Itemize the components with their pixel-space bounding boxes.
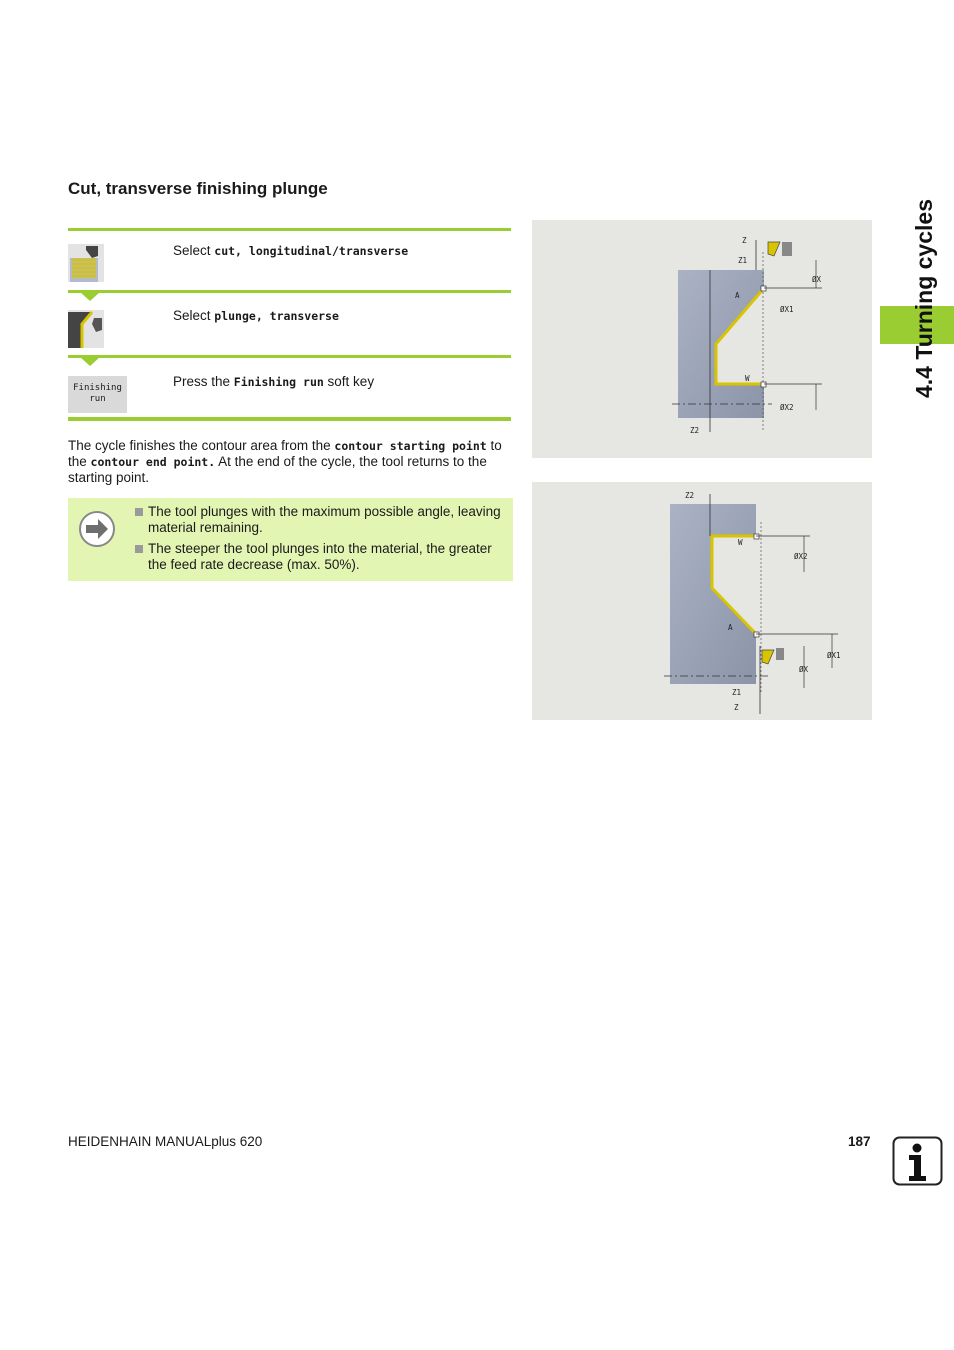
label-x2: ØX2 — [780, 403, 794, 412]
step-arrow-icon — [80, 357, 100, 366]
diagram-finishing-plunge-1 — [532, 220, 872, 458]
label-x: ØX — [812, 275, 822, 284]
diagram-finishing-plunge-2 — [532, 482, 872, 720]
step-divider — [68, 355, 511, 358]
label-a: A — [728, 623, 733, 632]
label-x: ØX — [799, 665, 809, 674]
step-divider — [68, 290, 511, 293]
step-arrow-icon — [80, 292, 100, 301]
section-title: Cut, transverse finishing plunge — [68, 179, 328, 198]
softkey-label-line2: run — [89, 394, 106, 404]
note-item: The tool plunges with the maximum possible angle, leaving material remaining. — [148, 504, 503, 536]
step-divider — [68, 228, 511, 231]
label-x1: ØX1 — [827, 651, 841, 660]
label-z: Z — [734, 703, 739, 712]
plunge-transverse-icon — [68, 310, 104, 348]
bullet-icon — [135, 545, 143, 553]
label-z1: Z1 — [738, 256, 748, 265]
label-x1: ØX1 — [780, 305, 794, 314]
cut-longitudinal-transverse-icon — [68, 244, 104, 282]
label-z1: Z1 — [732, 688, 742, 697]
label-w: W — [745, 374, 750, 383]
label-x2: ØX2 — [794, 552, 808, 561]
intro-paragraph: The cycle finishes the contour area from the contour starting point to the contour end point. At the end of the cycle, the tool returns to the starting point. — [68, 438, 502, 485]
finishing-run-softkey[interactable] — [68, 376, 127, 413]
step-1-text: Select cut, longitudinal/transverse — [173, 243, 409, 258]
softkey-name: plunge, transverse — [214, 309, 339, 323]
step-3-text: Press the Finishing run soft key — [173, 374, 375, 389]
step-divider — [68, 417, 511, 421]
chapter-label: 4.4 Turning cycles — [911, 199, 937, 398]
label-w: W — [738, 538, 743, 547]
label-z2: Z2 — [690, 426, 700, 435]
page-number: 187 — [848, 1134, 871, 1149]
label-z: Z — [742, 236, 747, 245]
arrow-right-icon — [78, 510, 116, 548]
label-z2: Z2 — [685, 491, 695, 500]
info-icon — [892, 1136, 943, 1186]
softkey-label-line1: Finishing — [73, 383, 122, 393]
note-item: The steeper the tool plunges into the material, the greater the feed rate decrease (max. 50%). — [148, 541, 503, 573]
label-a: A — [735, 291, 740, 300]
bullet-icon — [135, 508, 143, 516]
softkey-name: cut, longitudinal/transverse — [214, 244, 409, 258]
softkey-name: Finishing run — [233, 375, 324, 389]
note-box — [68, 498, 513, 581]
footer-manual-title: HEIDENHAIN MANUALplus 620 — [68, 1134, 263, 1149]
step-2-text: Select plunge, transverse — [173, 308, 339, 323]
